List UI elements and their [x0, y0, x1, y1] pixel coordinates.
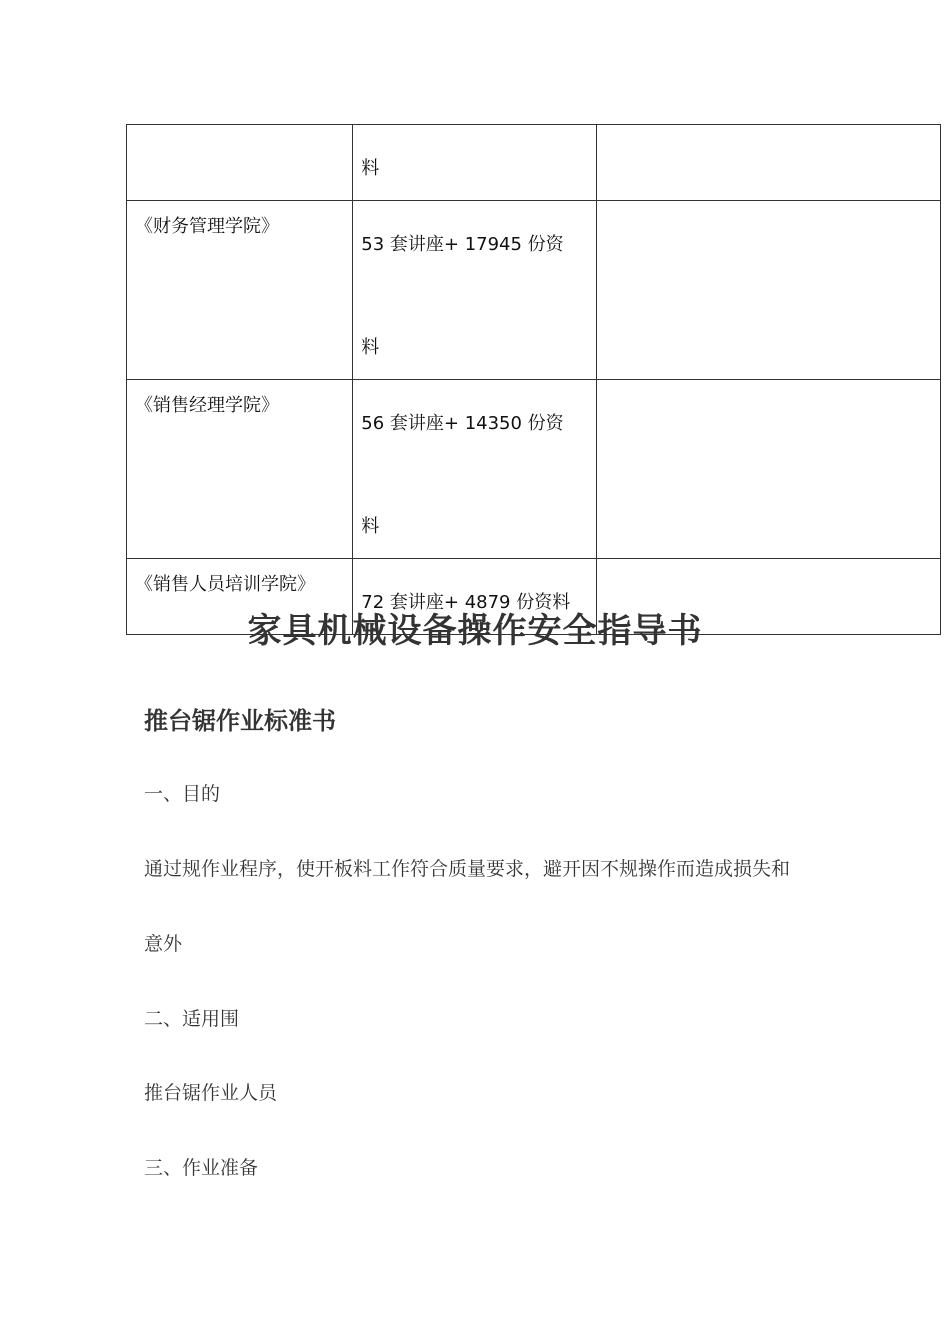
table-cell-name: 《财务管理学院》: [127, 201, 353, 380]
table-row: [127, 201, 941, 380]
content-line: 56 套讲座+ 14350 份资: [361, 413, 564, 434]
table-cell-note: [596, 125, 940, 201]
table-cell-note: [596, 380, 940, 559]
paragraph-purpose: 通过规作业程序，使开板料工作符合质量要求，避开因不规操作而造成损失和: [144, 858, 791, 880]
content-line: 72 套讲座+ 4879 份资料: [361, 592, 571, 613]
table-cell-name: [127, 125, 353, 201]
table-cell-name: 《销售人员培训学院》: [127, 559, 353, 635]
content-line: 53 套讲座+ 17945 份资: [361, 234, 564, 255]
content-line: 料: [361, 516, 380, 537]
table-row: [127, 125, 941, 201]
table-row: [127, 380, 941, 559]
paragraph-purpose-cont: 意外: [144, 933, 183, 955]
table-cell-content: [353, 201, 596, 380]
paragraph-scope: 推台锯作业人员: [144, 1082, 278, 1104]
content-line: 料: [361, 337, 380, 358]
section-title: 推台锯作业标准书: [144, 707, 336, 735]
table-cell-content: [353, 380, 596, 559]
table-cell-name: 《销售经理学院》: [127, 380, 353, 559]
heading-scope: 二、适用围: [144, 1008, 240, 1030]
document-title: 家具机械设备操作安全指导书: [247, 611, 703, 651]
catalog-table: [126, 124, 941, 635]
table-cell-note: [596, 201, 940, 380]
content-line: 料: [361, 158, 380, 179]
heading-preparation: 三、作业准备: [144, 1157, 259, 1179]
table-cell-content: [353, 125, 596, 201]
heading-purpose: 一、目的: [144, 783, 221, 805]
